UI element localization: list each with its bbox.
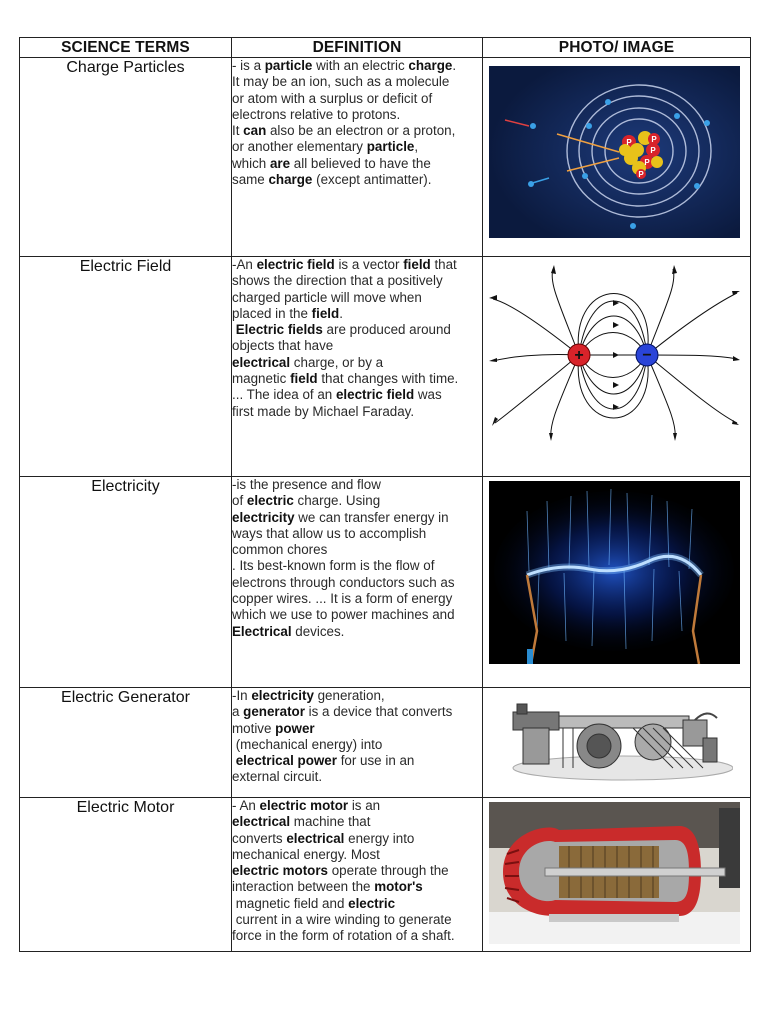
definition-text: copper wires. ... It is a form of energy [232,591,453,607]
definition-line [232,257,482,273]
bold-term: electricity [232,509,295,525]
definition-text: -An [232,257,257,272]
definition-text: interaction between the [232,879,375,895]
definition-text: (except antimatter). [312,172,432,188]
proton-label: P [626,138,632,147]
bold-term: are [269,155,291,171]
table-row [20,798,751,952]
definition-line [232,156,482,172]
bold-term: generator [243,704,305,720]
image-cell [483,477,751,688]
bold-term: electric motor [259,798,349,813]
definition-line [232,558,482,574]
definition-line [232,91,482,107]
definition-text: of [232,493,247,509]
term-cell: Charge Particles [20,58,232,257]
definition-text: electrons relative to protons. [232,106,401,122]
definition-line [232,338,482,354]
science-terms-table [19,37,751,952]
definition-text: ways that allow us to accomplish [232,525,427,541]
header-row [20,38,751,58]
table-row [20,58,751,257]
definition-line [232,575,482,591]
negative-charge-label: − [642,347,652,364]
proton-label: P [650,146,656,155]
positive-charge-label: + [574,347,584,364]
term-cell: Electric Field [20,257,232,477]
definition-text: operate through the [328,863,449,879]
definition-line [232,704,482,720]
bold-term: charge [268,172,313,188]
definition-text: with an electric [312,58,409,73]
definition-line [232,510,482,526]
definition-line [232,769,482,785]
definition-line [232,404,482,420]
generator-engraving-icon [503,698,733,786]
proton-label: P [638,170,644,179]
image-cell [483,688,751,798]
definition-line [232,306,482,322]
image-cell [483,798,751,952]
bold-term: electric motors [232,863,329,879]
definition-line [232,688,482,704]
definition-text: energy into [344,830,415,846]
bold-term: can [243,123,267,139]
definition-text: is a device that converts [304,704,453,720]
definition-text: or atom with a surplus or deficit of [232,90,433,106]
definition-text: , [414,139,419,155]
definition-line [232,753,482,769]
definition-line [232,798,482,814]
definition-line [232,107,482,123]
bold-term: field [290,371,318,387]
definition-line [232,493,482,509]
bold-term: power [275,720,315,736]
definition-text: . Its best-known form is the flow of [232,558,435,574]
proton-label: P [644,158,650,167]
definition-line [232,139,482,155]
definition-line [232,290,482,306]
definition-text: charge. Using [293,493,381,509]
definition-text: . [339,305,343,321]
motor-body [503,826,725,922]
definition-text: generation, [313,688,385,703]
bold-term: electric field [256,257,335,272]
atom-icon [489,66,740,238]
bold-term: particle [366,139,415,155]
definition-text: which [232,155,270,171]
term-cell: Electricity [20,477,232,688]
term-cell: Electric Motor [20,798,232,952]
image-cell [483,257,751,477]
definition-text: mechanical energy. Most [232,846,380,862]
definition-text: force in the form of rotation of a shaft. [232,928,455,944]
definition-line [232,172,482,188]
definition-line [232,74,482,90]
definition-text: charge, or by a [290,354,384,370]
definition-text: magnetic [232,371,291,387]
definition-text: external circuit. [232,769,323,785]
definition-line [232,721,482,737]
bold-term: electric [348,895,396,911]
header-photo-image: PHOTO/ IMAGE [483,38,751,58]
motor-cutaway-icon [489,802,740,944]
definition-text: all believed to have the [290,155,431,171]
definition-line [232,607,482,623]
definition-text: shows the direction that a positively [232,273,443,289]
definition-text: that changes with time. [317,371,459,387]
bold-term: motor's [374,879,423,895]
definition-line [232,847,482,863]
dipole-field-icon [489,263,740,443]
bold-term: Electrical [232,623,292,639]
definition-text: also be an electron or a proton, [266,123,456,139]
definition-line [232,896,482,912]
definition-text: is a vector [334,257,404,272]
bold-term: field [403,257,431,272]
definition-line [232,477,482,493]
definition-text: devices. [291,623,345,639]
definition-line [232,863,482,879]
definition-text: placed in the [232,305,312,321]
image-cell [483,58,751,257]
table-row [20,688,751,798]
definition-line [232,387,482,403]
definition-line [232,542,482,558]
definition-text: -is the presence and flow [232,477,381,492]
definition-line [232,928,482,944]
definition-text: we can transfer energy in [294,509,449,525]
definition-text: common chores [232,542,328,558]
definition-line [232,624,482,640]
bold-term: charge [408,58,453,73]
proton-label: P [651,135,657,144]
definition-text: (mechanical energy) into [232,736,383,752]
definition-text: machine that [290,814,371,830]
definition-line [232,355,482,371]
definition-text: - An [232,798,260,813]
definition-text: first made by Michael Faraday. [232,403,415,419]
definition-text: It may be an ion, such as a molecule [232,74,450,90]
definition-text: is an [348,798,381,813]
definition-text: electrons through conductors such as [232,574,455,590]
bold-term: field [311,305,340,321]
definition-text: motive [232,720,276,736]
definition-text: that [430,257,457,272]
definition-cell [232,688,483,798]
bold-term: electrical [232,354,291,370]
definition-line [232,814,482,830]
header-science-terms: SCIENCE TERMS [20,38,232,58]
table-row [20,477,751,688]
definition-line [232,879,482,895]
bold-term: electric [246,493,294,509]
definition-text: or another elementary [232,139,367,155]
definition-text: . [452,58,457,73]
definition-text: It [232,123,244,139]
definition-text: are produced around [322,322,451,338]
definition-text: charged particle will move when [232,289,422,305]
definition-line [232,831,482,847]
definition-text: -In [232,688,252,703]
bold-term: electrical [232,814,291,830]
definition-text: which we use to power machines and [232,607,455,623]
definition-cell [232,58,483,257]
definition-text: magnetic field and [232,895,349,911]
definition-line [232,273,482,289]
header-definition: DEFINITION [232,38,483,58]
electric-arc-icon [489,481,740,664]
definition-text: converts [232,830,287,846]
bold-term: particle [264,58,313,73]
bold-term: electricity [251,688,314,703]
definition-cell [232,798,483,952]
definition-text: for use in an [336,753,415,769]
bold-term: electric field [335,387,415,403]
definition-line [232,322,482,338]
definition-text: same [232,172,269,188]
definition-text: current in a wire winding to generate [232,912,452,928]
definition-cell [232,477,483,688]
definition-line [232,912,482,928]
term-cell: Electric Generator [20,688,232,798]
bold-term: electrical power [235,753,337,769]
bold-term: electrical [286,830,345,846]
definition-line [232,737,482,753]
definition-text: was [414,387,442,403]
definition-line [232,58,482,74]
definition-text: ... The idea of an [232,387,336,403]
definition-text: objects that have [232,338,334,354]
definition-cell [232,257,483,477]
definition-line [232,526,482,542]
definition-text: a [232,704,244,720]
definition-line [232,371,482,387]
definition-text: - is a [232,58,265,73]
table-row [20,257,751,477]
bold-term: Electric fields [235,322,323,338]
definition-line [232,123,482,139]
definition-line [232,591,482,607]
